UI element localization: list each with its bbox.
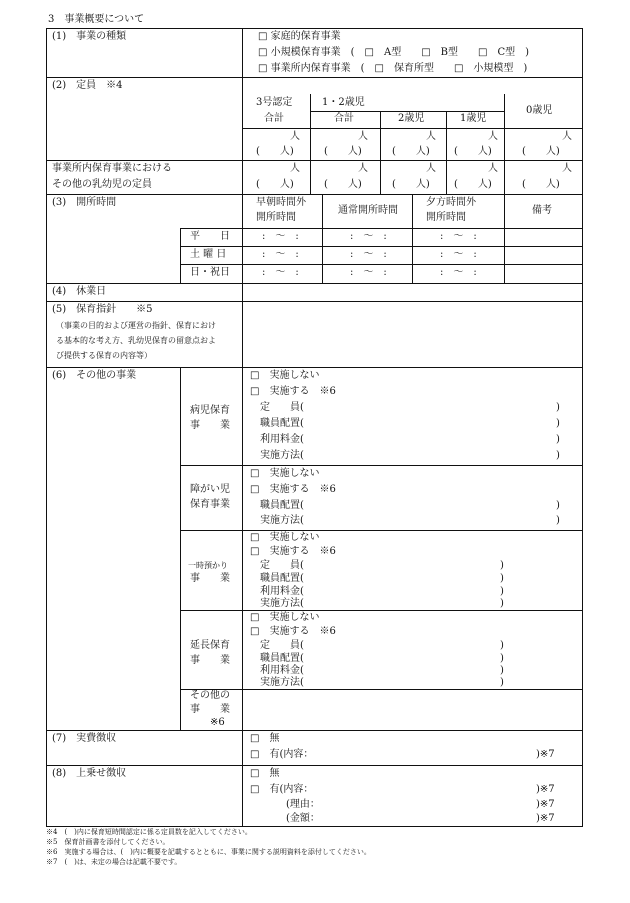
time-input[interactable]: : ～ : — [262, 249, 299, 260]
close-paren: ) — [500, 677, 504, 688]
extended-care-label-2: 事 業 — [190, 655, 230, 666]
other-capacity-label-1: 事業所内保育事業における — [52, 163, 172, 174]
type-option-workplace[interactable]: □ 事業所内保育事業 ( □ 保育所型 □ 小規模型 ) — [258, 63, 528, 74]
cell-paren: ( 人) — [522, 146, 560, 157]
col-remarks: 備考 — [532, 205, 552, 216]
disabled-not-implement-checkbox[interactable]: □ 実施しない — [250, 468, 320, 479]
footnote-7: ※7 ( )は、未定の場合は記載不要です。 — [46, 858, 182, 866]
temp-fee-field[interactable]: 利用料金( — [260, 586, 304, 597]
close-paren: ) — [500, 573, 504, 584]
surcharge-label: (8) 上乗せ徴収 — [52, 768, 127, 779]
footnote-6: ※6 実施する場合は、( )内に概要を記載するとともに、事業に関する説明資料を添付してください。 — [46, 848, 371, 856]
cell-paren: ( 人) — [324, 179, 362, 190]
col-evening-2: 開所時間 — [426, 212, 466, 223]
cell-unit: 人 — [488, 131, 498, 142]
capacity-label: (2) 定員 ※4 — [52, 80, 123, 91]
sick-capacity-field[interactable]: 定 員( — [260, 402, 304, 413]
extended-staff-field[interactable]: 職員配置( — [260, 653, 304, 664]
cell-paren: ( 人) — [454, 179, 492, 190]
cell-paren: ( 人) — [522, 179, 560, 190]
close-paren: ) — [500, 560, 504, 571]
policy-note-1: （事業の目的および運営の指針、保育におけ — [56, 321, 216, 330]
col-early-2: 開所時間 — [256, 212, 296, 223]
sick-method-field[interactable]: 実施方法( — [260, 450, 304, 461]
disabled-care-label-2: 保育事業 — [190, 499, 230, 510]
type-label: (1) 事業の種類 — [52, 31, 127, 42]
surcharge-end: )※7 — [536, 799, 555, 810]
close-paren: ) — [556, 402, 560, 413]
section-title: 3 事業概要について — [48, 14, 145, 25]
policy-label: (5) 保育指針 ※5 — [52, 304, 153, 315]
footnote-4: ※4 ( )内に保育短時間認定に係る定員数を記入してください。 — [46, 828, 252, 836]
extended-fee-field[interactable]: 利用料金( — [260, 665, 304, 676]
header-2: 2歳児 — [398, 113, 425, 124]
temp-care-label-2: 事 業 — [190, 573, 230, 584]
time-input[interactable]: : ～ : — [350, 231, 387, 242]
surcharge-none-checkbox[interactable]: □ 無 — [250, 768, 280, 779]
cell-unit: 人 — [290, 163, 300, 174]
close-paren: ) — [500, 586, 504, 597]
actual-cost-end: )※7 — [536, 749, 555, 760]
temp-capacity-field[interactable]: 定 員( — [260, 560, 304, 571]
close-paren: ) — [500, 640, 504, 651]
header-3go-total: 合計 — [264, 113, 284, 124]
cell-unit: 人 — [562, 131, 572, 142]
extended-method-field[interactable]: 実施方法( — [260, 677, 304, 688]
temp-care-label-1: 一時預かり — [188, 561, 228, 570]
other-business-label-2: 事 業 — [190, 704, 230, 715]
sick-implement-checkbox[interactable]: □ 実施する ※6 — [250, 386, 336, 397]
time-input[interactable]: : ～ : — [350, 249, 387, 260]
time-input[interactable]: : ～ : — [440, 249, 477, 260]
surcharge-end: )※7 — [536, 813, 555, 824]
close-paren: ) — [500, 665, 504, 676]
policy-note-2: る基本的な考え方、乳幼児保育の留意点およ — [56, 336, 216, 345]
temp-staff-field[interactable]: 職員配置( — [260, 573, 304, 584]
header-1: 1歳児 — [460, 113, 487, 124]
extended-care-label-1: 延長保育 — [190, 640, 230, 651]
header-12-total: 合計 — [334, 113, 354, 124]
time-input[interactable]: : ～ : — [262, 231, 299, 242]
holidays-label: (4) 休業日 — [52, 286, 107, 297]
header-0: 0歳児 — [526, 105, 553, 116]
disabled-implement-checkbox[interactable]: □ 実施する ※6 — [250, 484, 336, 495]
col-evening-1: 夕方時間外 — [426, 197, 476, 208]
cell-unit: 人 — [562, 163, 572, 174]
surcharge-yes-checkbox[interactable]: □ 有(内容： — [250, 784, 314, 795]
close-paren: ) — [500, 653, 504, 664]
policy-note-3: び提供する保育の内容等） — [56, 351, 152, 360]
cell-unit: 人 — [426, 131, 436, 142]
close-paren: ) — [556, 434, 560, 445]
cell-unit: 人 — [488, 163, 498, 174]
surcharge-reason-field[interactable]: (理由： — [286, 799, 320, 810]
cell-paren: ( 人) — [256, 179, 294, 190]
temp-not-implement-checkbox[interactable]: □ 実施しない — [250, 532, 320, 543]
temp-method-field[interactable]: 実施方法( — [260, 598, 304, 609]
close-paren: ) — [556, 515, 560, 526]
type-option-small[interactable]: □ 小規模保育事業 ( □ A型 □ B型 □ C型 ) — [258, 47, 529, 58]
hours-label: (3) 開所時間 — [52, 197, 117, 208]
extended-capacity-field[interactable]: 定 員( — [260, 640, 304, 651]
cell-unit: 人 — [290, 131, 300, 142]
extended-not-implement-checkbox[interactable]: □ 実施しない — [250, 612, 320, 623]
row-saturday: 土 曜 日 — [190, 249, 227, 260]
disabled-staff-field[interactable]: 職員配置( — [260, 500, 304, 511]
disabled-care-label-1: 障がい児 — [190, 484, 230, 495]
surcharge-end: )※7 — [536, 784, 555, 795]
close-paren: ) — [556, 500, 560, 511]
cell-paren: ( 人) — [392, 179, 430, 190]
other-business-note: ※6 — [210, 717, 225, 728]
surcharge-amount-field[interactable]: (金額： — [286, 813, 320, 824]
close-paren: ) — [556, 418, 560, 429]
header-3go: 3号認定 — [256, 97, 293, 108]
cell-paren: ( 人) — [392, 146, 430, 157]
type-option-home[interactable]: □ 家庭的保育事業 — [258, 31, 341, 42]
sick-not-implement-checkbox[interactable]: □ 実施しない — [250, 370, 320, 381]
other-services-label: (6) その他の事業 — [52, 370, 137, 381]
actual-cost-label: (7) 実費徴収 — [52, 733, 117, 744]
cell-paren: ( 人) — [256, 146, 294, 157]
cell-unit: 人 — [358, 163, 368, 174]
other-business-label-1: その他の — [190, 690, 230, 701]
actual-cost-none-checkbox[interactable]: □ 無 — [250, 733, 280, 744]
actual-cost-yes-checkbox[interactable]: □ 有(内容： — [250, 749, 314, 760]
sick-care-label-1: 病児保育 — [190, 405, 230, 416]
cell-paren: ( 人) — [454, 146, 492, 157]
col-normal: 通常開所時間 — [338, 205, 398, 216]
time-input[interactable]: : ～ : — [262, 267, 299, 278]
disabled-method-field[interactable]: 実施方法( — [260, 515, 304, 526]
sick-staff-field[interactable]: 職員配置( — [260, 418, 304, 429]
footnote-5: ※5 保育計画書を添付してください。 — [46, 838, 170, 846]
sick-fee-field[interactable]: 利用料金( — [260, 434, 304, 445]
extended-implement-checkbox[interactable]: □ 実施する ※6 — [250, 626, 336, 637]
cell-unit: 人 — [358, 131, 368, 142]
header-12: 1・2歳児 — [322, 97, 365, 108]
close-paren: ) — [556, 450, 560, 461]
time-input[interactable]: : ～ : — [440, 267, 477, 278]
time-input[interactable]: : ～ : — [350, 267, 387, 278]
cell-paren: ( 人) — [324, 146, 362, 157]
other-capacity-label-2: その他の乳幼児の定員 — [52, 179, 152, 190]
col-early-1: 早朝時間外 — [256, 197, 306, 208]
row-holiday: 日・祝日 — [190, 267, 230, 278]
close-paren: ) — [500, 598, 504, 609]
row-weekday: 平 日 — [190, 231, 230, 242]
sick-care-label-2: 事 業 — [190, 420, 230, 431]
time-input[interactable]: : ～ : — [440, 231, 477, 242]
cell-unit: 人 — [426, 163, 436, 174]
temp-implement-checkbox[interactable]: □ 実施する ※6 — [250, 546, 336, 557]
